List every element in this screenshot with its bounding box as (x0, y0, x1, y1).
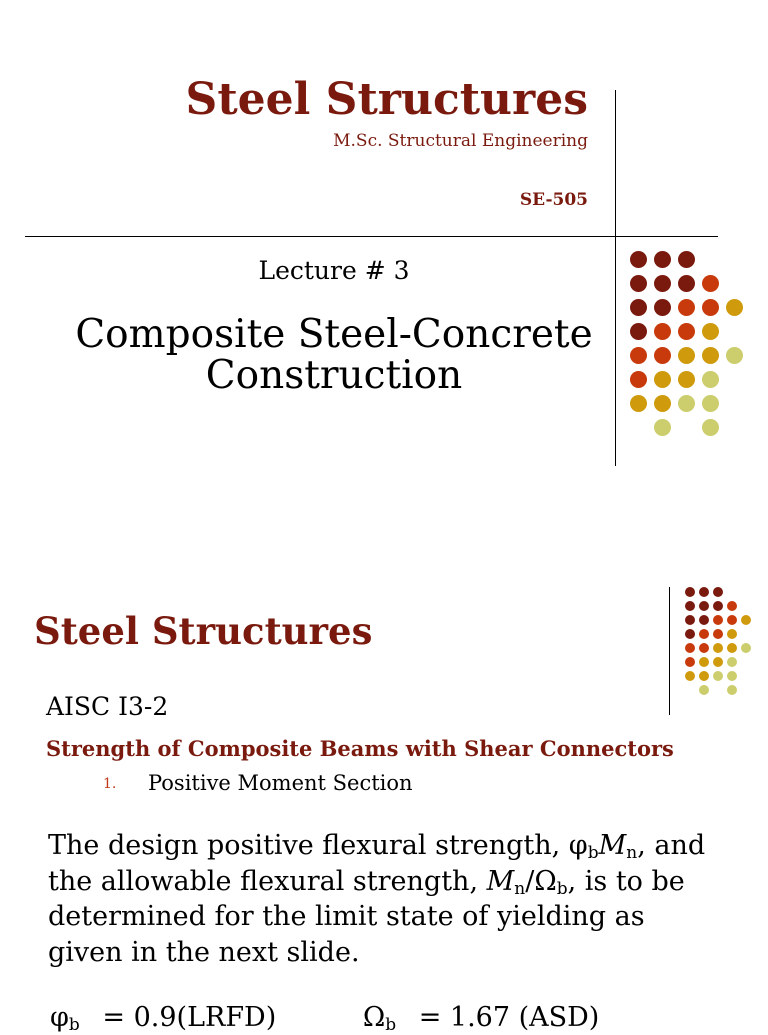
slide2-dot (727, 601, 737, 611)
slide1-dot (654, 395, 671, 412)
list-item-number: 1. (103, 776, 117, 792)
slide2-dot (713, 615, 723, 625)
slide1-dot (630, 371, 647, 388)
slide2-dot (741, 615, 751, 625)
slide2-dot (713, 629, 723, 639)
slide2-dot (713, 587, 723, 597)
paragraph-line-1: The design positive flexural strength, $\varphi_bM_n$, and (48, 830, 706, 863)
slide1-dot (726, 347, 743, 364)
slide1-lecture-number: Lecture # 3 (258, 256, 410, 285)
slide1-dot (630, 323, 647, 340)
slide2-dot (713, 643, 723, 653)
slide2-dot (699, 615, 709, 625)
phi-value: = 0.9(LRFD) (102, 1002, 277, 1033)
slide2-reference: AISC I3-2 (46, 692, 169, 721)
slide2-dot (727, 615, 737, 625)
slide1-dot (678, 323, 695, 340)
slide1-subtitle: M.Sc. Structural Engineering (333, 131, 588, 151)
slide2-section-title: Strength of Composite Beams with Shear Connectors (46, 736, 674, 761)
slide2-dot (727, 629, 737, 639)
slide1-dot (678, 347, 695, 364)
paragraph-line-2: the allowable flexural strength, $M_n/\Omega_b$, is to be (48, 865, 685, 899)
slide1-heading-line1: Composite Steel-Concrete (75, 312, 593, 357)
omega-value: = 1.67 (ASD) (418, 1002, 600, 1033)
slide1-horizontal-divider (25, 236, 718, 237)
slide1-dot (678, 275, 695, 292)
slide1-dot (726, 299, 743, 316)
slide2-dot (727, 685, 737, 695)
slide1-dot (654, 299, 671, 316)
slide2-dot (699, 643, 709, 653)
omega-symbol: Ω (362, 1002, 386, 1033)
resistance-factors: $\varphi_b$ = 0.9(LRFD) $\Omega_b = 1.67$ (ASD) (50, 1002, 600, 1035)
slide2-title: Steel Structures (34, 609, 373, 653)
slide1-dot (702, 323, 719, 340)
slide1-dot (702, 275, 719, 292)
paragraph-line-4: given in the next slide. (48, 936, 360, 968)
slide1-dot (702, 419, 719, 436)
slide1-dot (678, 371, 695, 388)
slide1-dot (654, 371, 671, 388)
body-paragraph (48, 828, 728, 970)
slide2-dot (685, 643, 695, 653)
slide1-dot (678, 299, 695, 316)
slide2-dot (685, 587, 695, 597)
slide2-dot (727, 657, 737, 667)
slide2-vertical-divider (669, 587, 670, 715)
slide2-dot (713, 601, 723, 611)
slide1-dot (702, 347, 719, 364)
slide2-dot (685, 671, 695, 681)
slide2-dot (727, 671, 737, 681)
slide1-course-code: SE-505 (519, 190, 588, 210)
slide2-dot (685, 629, 695, 639)
slide1-dot (654, 323, 671, 340)
slide1-dot (630, 347, 647, 364)
slide1-dot (654, 347, 671, 364)
slide2-dot (699, 629, 709, 639)
paragraph-line-3: determined for the limit state of yielding as (48, 901, 645, 932)
slide1-title: Steel Structures (185, 74, 588, 125)
slide1-dot (702, 299, 719, 316)
slide1-dot (678, 251, 695, 268)
slide2-dot (699, 657, 709, 667)
slide1-dot (702, 395, 719, 412)
slide1-dot (678, 395, 695, 412)
slide1-dot (630, 395, 647, 412)
slide2-dot (713, 657, 723, 667)
slide2-dot (685, 601, 695, 611)
slide2-dot (699, 685, 709, 695)
slide1-dot (654, 251, 671, 268)
slide2-dot (685, 657, 695, 667)
slide2-dot (741, 643, 751, 653)
slide2-dot (713, 671, 723, 681)
slide1-dot (654, 275, 671, 292)
slide1-heading-line2: Construction (205, 353, 463, 398)
slide1-dot (630, 275, 647, 292)
phi-symbol: φ (50, 1002, 69, 1033)
slide2-dot (727, 643, 737, 653)
slide1-dot (654, 419, 671, 436)
slide1-dot (630, 251, 647, 268)
slide1-dot (702, 371, 719, 388)
slide2-dot (699, 587, 709, 597)
slide2-dot (699, 601, 709, 611)
slide1-heading (0, 314, 668, 396)
slide1-dot (630, 299, 647, 316)
slide2-dot (685, 615, 695, 625)
list-item-text: Positive Moment Section (148, 771, 413, 795)
slide2-dot (699, 671, 709, 681)
